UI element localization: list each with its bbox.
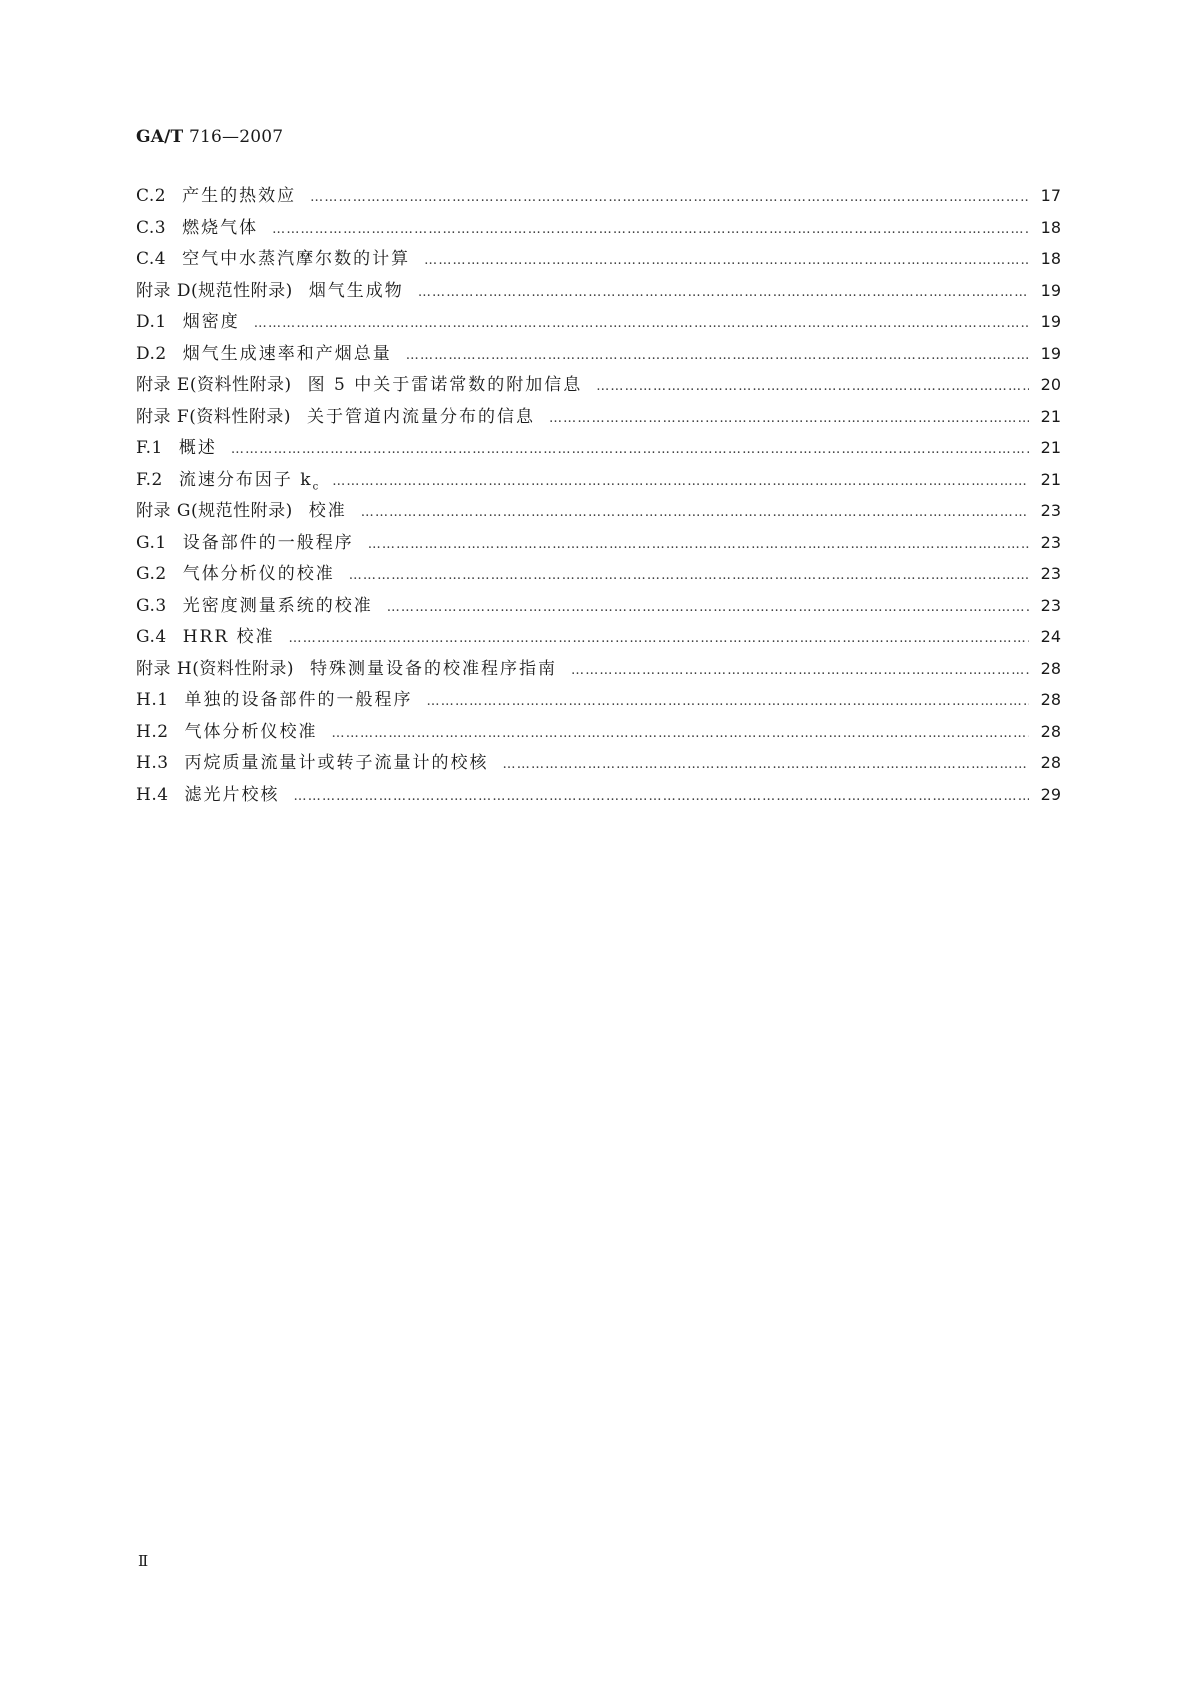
toc-entry-title-text: 设备部件的一般程序 — [182, 532, 354, 553]
toc-entry-page: 18 — [1040, 217, 1061, 237]
toc-entry[interactable] — [136, 747, 1061, 779]
toc-entry-title — [185, 748, 489, 780]
toc-entry-page: 21 — [1040, 469, 1061, 489]
toc-entry-title-subscript: c — [312, 480, 319, 492]
toc-entry-page: 21 — [1040, 438, 1061, 457]
toc-entry-title — [308, 370, 583, 402]
toc-entry[interactable] — [136, 684, 1061, 716]
toc-entry-title-text: 空气中水蒸汽摩尔数的计算 — [182, 249, 411, 269]
toc-entry[interactable] — [136, 275, 1061, 307]
dot-leader — [406, 340, 1029, 372]
toc-entry-page: 21 — [1040, 406, 1061, 426]
toc-entry[interactable] — [136, 338, 1061, 370]
toc-entry-title — [183, 339, 392, 371]
dot-leader — [332, 718, 1029, 750]
toc-entry-number: 附录 G(规范性附录) — [136, 501, 293, 521]
toc-entry-title — [310, 654, 557, 686]
toc-entry-title-text: 关于管道内流量分布的信息 — [306, 406, 535, 427]
toc-entry-title-text: 丙烷质量流量计或转子流量计的校核 — [184, 753, 489, 773]
toc-entry-page: 28 — [1040, 658, 1061, 678]
toc-entry-page: 28 — [1040, 721, 1061, 741]
toc-entry-page: 23 — [1040, 564, 1061, 583]
toc-entry-title — [185, 685, 413, 717]
page-number: Ⅱ — [138, 1552, 149, 1570]
toc-entry-page: 23 — [1040, 532, 1061, 552]
toc-entry-title — [183, 528, 354, 560]
dot-leader — [254, 308, 1029, 340]
toc-entry-page: 23 — [1040, 501, 1061, 520]
toc-entry-title-text: 产生的热效应 — [182, 186, 297, 206]
dot-leader — [361, 497, 1029, 529]
toc-entry-number: 附录 E(资料性附录) — [136, 375, 292, 395]
toc-entry-title — [182, 244, 410, 276]
toc-entry-number: 附录 F(资料性附录) — [136, 406, 291, 427]
toc-entry[interactable] — [136, 653, 1061, 685]
dot-leader — [294, 781, 1029, 813]
toc-entry-page: 19 — [1040, 343, 1061, 363]
toc-entry-title-text: 单独的设备部件的一般程序 — [184, 690, 413, 710]
toc-entry-number: G.4 — [136, 627, 167, 647]
standard-code: GA/T — [136, 127, 184, 147]
toc-entry-title — [183, 591, 373, 623]
dot-leader — [289, 623, 1029, 655]
toc-entry[interactable] — [136, 401, 1061, 433]
toc-entry-page: 28 — [1040, 690, 1061, 709]
toc-entry-number: C.2 — [136, 186, 167, 206]
toc-entry[interactable] — [136, 212, 1061, 244]
toc-entry-title — [185, 780, 280, 812]
toc-entry-title-text: HRR 校准 — [182, 627, 275, 647]
toc-entry-page: 23 — [1040, 595, 1061, 615]
toc-entry-number: F.1 — [136, 438, 163, 458]
toc-entry[interactable] — [136, 558, 1061, 590]
toc-entry-title — [309, 496, 347, 528]
dot-leader — [549, 403, 1029, 435]
toc-entry-number: H.3 — [136, 753, 169, 773]
toc-entry-number: G.2 — [136, 564, 167, 584]
toc-entry-title — [185, 717, 318, 749]
toc-entry-number: 附录 H(资料性附录) — [136, 658, 294, 679]
toc-entry[interactable] — [136, 243, 1061, 275]
toc-entry[interactable] — [136, 590, 1061, 622]
toc-entry-number: H.4 — [136, 784, 169, 805]
dot-leader — [349, 560, 1029, 592]
toc-entry-title — [182, 213, 258, 245]
dot-leader — [332, 466, 1029, 498]
toc-entry-page: 17 — [1040, 186, 1061, 205]
toc-entry[interactable] — [136, 464, 1061, 496]
toc-entry[interactable] — [136, 716, 1061, 748]
toc-entry-title-text: 烟气生成物 — [308, 280, 404, 301]
dot-leader — [418, 277, 1029, 309]
toc-entry-title-text: 校准 — [308, 501, 347, 521]
toc-entry-title-text: 燃烧气体 — [182, 217, 259, 238]
toc-entry-title-text: 概述 — [178, 438, 217, 458]
toc-entry-title — [179, 433, 217, 465]
toc-entry-title — [183, 307, 240, 339]
toc-entry-title-text: 气体分析仪校准 — [184, 721, 318, 742]
toc-entry-title — [183, 622, 275, 654]
toc-entry-page: 18 — [1040, 249, 1061, 268]
toc-entry-number: G.3 — [136, 595, 167, 616]
toc-entry[interactable] — [136, 369, 1061, 401]
dot-leader — [231, 434, 1029, 466]
document-header — [136, 127, 283, 147]
toc-entry-page: 24 — [1040, 627, 1061, 646]
toc-entry-page: 19 — [1040, 280, 1061, 300]
toc-entry[interactable] — [136, 779, 1061, 811]
toc-entry[interactable] — [136, 527, 1061, 559]
toc-entry-title-text: 烟密度 — [182, 312, 240, 332]
toc-entry-page: 28 — [1040, 753, 1061, 772]
toc-entry-title — [307, 402, 535, 434]
toc-entry-page: 19 — [1040, 312, 1061, 331]
toc-entry-number: G.1 — [136, 532, 167, 553]
toc-entry-number: F.2 — [136, 469, 163, 490]
toc-entry-page: 20 — [1040, 375, 1061, 394]
toc-entry-title-text: 特殊测量设备的校准程序指南 — [310, 658, 557, 679]
toc-entry-number: D.1 — [136, 312, 167, 332]
toc-entry-number: C.4 — [136, 249, 167, 269]
toc-entry[interactable] — [136, 306, 1061, 338]
dot-leader — [387, 592, 1029, 624]
dot-leader — [571, 655, 1029, 687]
dot-leader — [310, 182, 1029, 214]
toc-entry-title-text: 烟气生成速率和产烟总量 — [182, 343, 392, 364]
toc-entry[interactable] — [136, 495, 1061, 527]
toc-entry-title-text: 光密度测量系统的校准 — [182, 595, 373, 616]
toc-entry-title-text: 滤光片校核 — [184, 784, 280, 805]
toc-entry-title — [183, 559, 335, 591]
toc-entry-title-text: 图 5 中关于雷诺常数的附加信息 — [307, 375, 583, 395]
toc-entry-page: 29 — [1040, 784, 1061, 804]
dot-leader — [427, 686, 1029, 718]
toc-entry[interactable] — [136, 180, 1061, 212]
toc-entry-title — [182, 181, 296, 213]
toc-entry-title-text: 气体分析仪的校准 — [182, 564, 335, 584]
toc-entry[interactable] — [136, 621, 1061, 653]
standard-number: 716—2007 — [188, 127, 284, 147]
table-of-contents — [136, 180, 1061, 810]
toc-entry-title — [309, 276, 404, 308]
toc-entry-number: D.2 — [136, 343, 167, 364]
toc-entry-number: C.3 — [136, 217, 167, 238]
toc-entry-number: 附录 D(规范性附录) — [136, 280, 293, 301]
toc-entry-number: H.2 — [136, 721, 169, 742]
toc-entry[interactable] — [136, 432, 1061, 464]
dot-leader — [503, 749, 1029, 781]
dot-leader — [596, 371, 1029, 403]
toc-entry-title-text: 流速分布因子 k — [178, 469, 313, 490]
dot-leader — [368, 529, 1029, 561]
dot-leader — [272, 214, 1029, 246]
dot-leader — [424, 245, 1029, 277]
toc-entry-number: H.1 — [136, 690, 169, 710]
